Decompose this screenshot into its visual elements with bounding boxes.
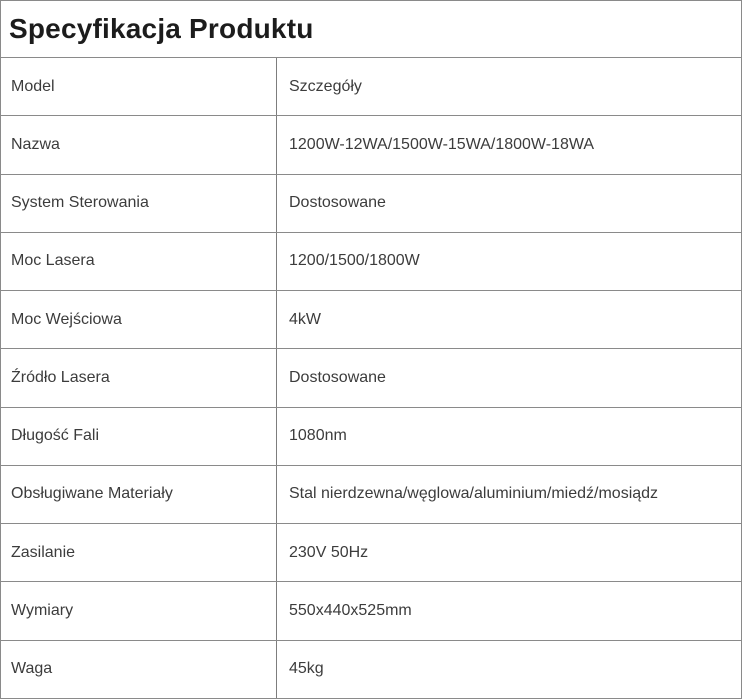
- table-row: [1, 349, 741, 407]
- spec-value: 550x440x525mm: [289, 602, 412, 620]
- table-row: [1, 233, 741, 291]
- table-title-row: [1, 1, 741, 58]
- spec-label: Źródło Lasera: [1, 349, 277, 406]
- spec-value: Dostosowane: [289, 368, 386, 386]
- table-row: [1, 641, 741, 698]
- spec-value: 1080nm: [289, 427, 347, 445]
- spec-label: Długość Fali: [1, 408, 277, 465]
- spec-value: Stal nierdzewna/węglowa/aluminium/miedź/mosiądz: [289, 485, 659, 503]
- table-row: [1, 58, 741, 116]
- table-row: [1, 175, 741, 233]
- table-row: [1, 582, 741, 640]
- spec-value: 45kg: [289, 660, 324, 678]
- table-row: [1, 524, 741, 582]
- spec-label: Moc Wejściowa: [1, 291, 277, 348]
- table-body: [1, 58, 741, 698]
- spec-value: 230V 50Hz: [289, 543, 369, 561]
- spec-value: 1200/1500/1800W: [289, 252, 420, 270]
- spec-label: System Sterowania: [1, 175, 277, 232]
- spec-label: Moc Lasera: [1, 233, 277, 290]
- spec-label: Nazwa: [1, 116, 277, 173]
- spec-value: 4kW: [289, 310, 321, 328]
- spec-label: Model: [1, 58, 277, 115]
- spec-label: Obsługiwane Materiały: [1, 466, 277, 523]
- spec-value: 1200W-12WA/1500W-15WA/1800W-18WA: [289, 135, 595, 153]
- table-row: [1, 466, 741, 524]
- table-row: [1, 116, 741, 174]
- spec-label: Waga: [1, 641, 277, 698]
- table-row: [1, 291, 741, 349]
- spec-label: Wymiary: [1, 582, 277, 639]
- table-row: [1, 408, 741, 466]
- spec-value: Dostosowane: [289, 194, 386, 212]
- spec-value: Szczegóły: [289, 77, 362, 95]
- page-title: Specyfikacja Produktu: [9, 13, 314, 44]
- spec-label: Zasilanie: [1, 524, 277, 581]
